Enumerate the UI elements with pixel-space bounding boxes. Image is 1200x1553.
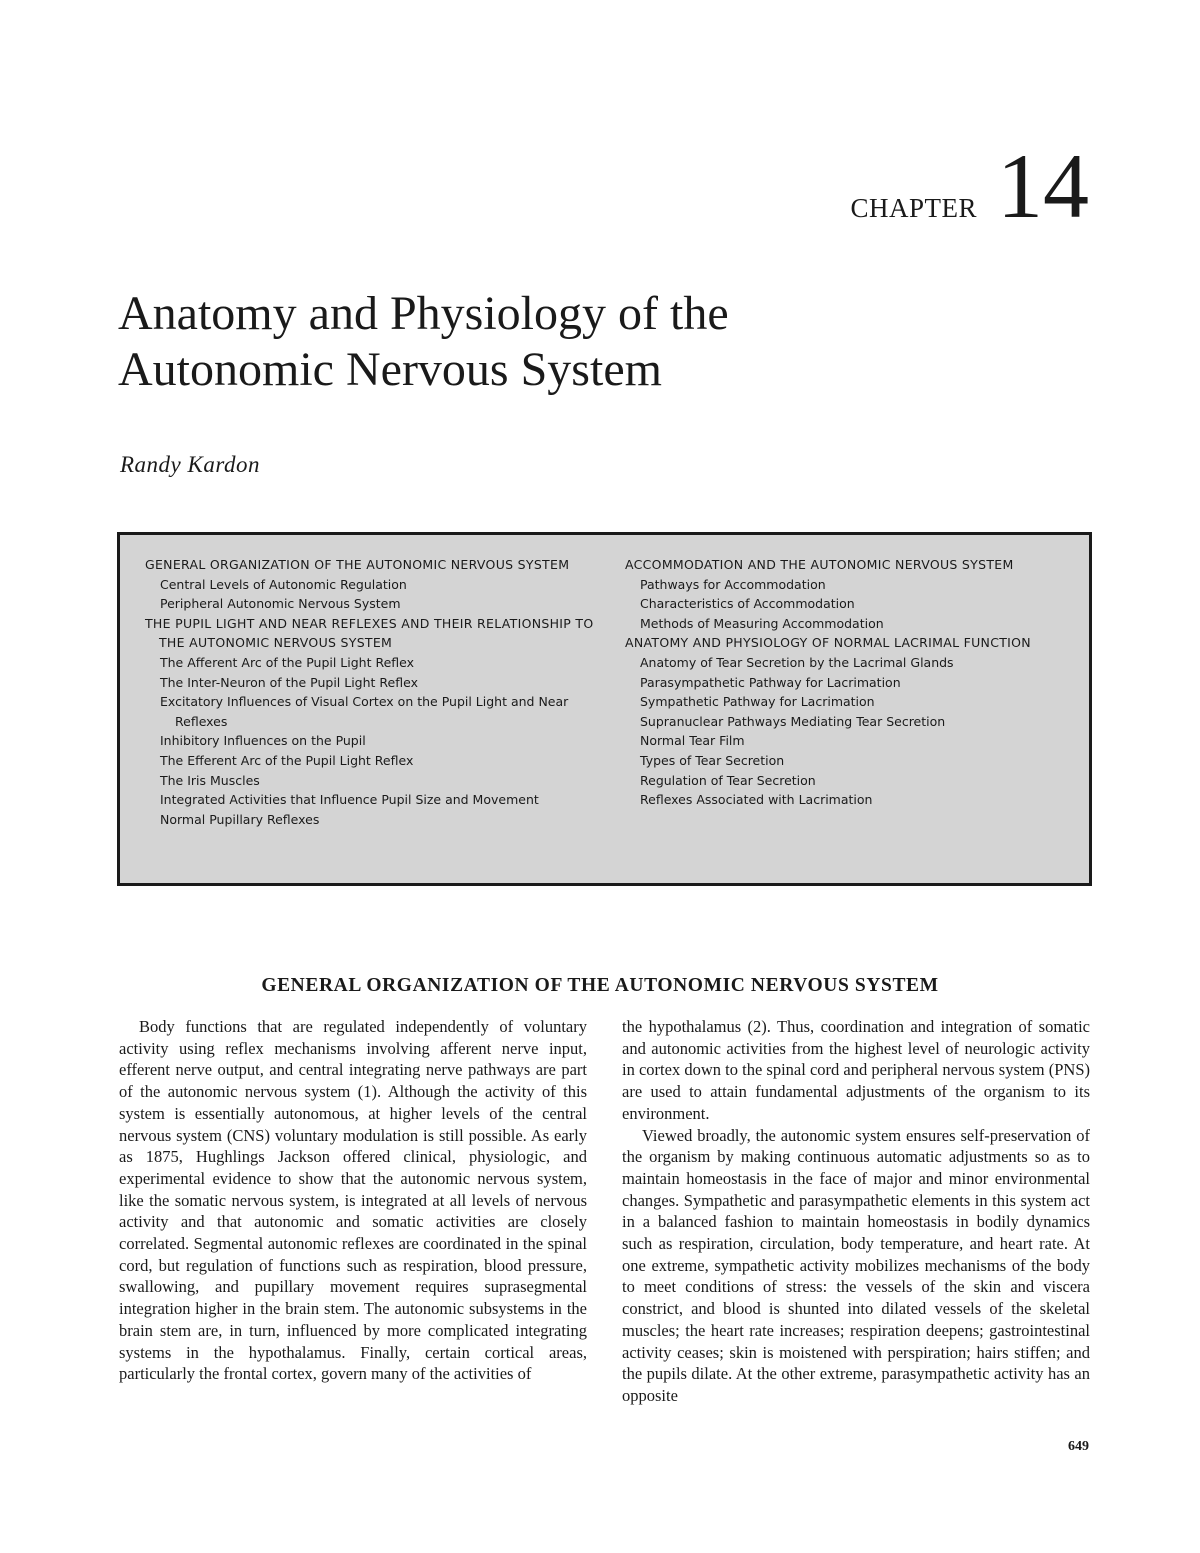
outline-section-heading: THE PUPIL LIGHT AND NEAR REFLEXES AND THEIR RELATIONSHIP TO THE AUTONOMIC NERVOUS SYSTEM xyxy=(145,615,594,651)
chapter-outline-box xyxy=(117,532,1092,886)
outline-subsection-item: Normal Pupillary Reflexes xyxy=(160,811,320,827)
outline-subsection-item: The Efferent Arc of the Pupil Light Reflex xyxy=(160,752,414,768)
outline-subsection-item: Inhibitory Influences on the Pupil xyxy=(160,733,366,749)
page-number: 649 xyxy=(1068,1439,1089,1454)
outline-subsection-item: Peripheral Autonomic Nervous System xyxy=(160,596,401,612)
chapter-heading xyxy=(850,135,1089,237)
outline-subsection-item: Characteristics of Accommodation xyxy=(640,596,855,612)
outline-subsection-item: Parasympathetic Pathway for Lacrimation xyxy=(640,674,901,690)
outline-subsection-item: Types of Tear Secretion xyxy=(640,752,785,768)
outline-subsection-item: Excitatory Influences of Visual Cortex on the Pupil Light and Near Reflexes xyxy=(160,694,569,729)
outline-subsection-item: The Inter-Neuron of the Pupil Light Reflex xyxy=(160,674,418,690)
chapter-title-line-1: Anatomy and Physiology of the xyxy=(118,287,729,340)
body-paragraph: the hypothalamus (2). Thus, coordination and integration of somatic and autonomic activities from the highest level of neurologic activity in cortex down to the spinal cord and peripheral nervous system (PNS) are used to attain fundamental adjustments of the organism to its environment. xyxy=(622,1017,1090,1123)
outline-subsection-item: The Afferent Arc of the Pupil Light Reflex xyxy=(160,654,415,670)
outline-subsection-item: Sympathetic Pathway for Lacrimation xyxy=(640,694,875,710)
outline-section-heading: ANATOMY AND PHYSIOLOGY OF NORMAL LACRIMAL FUNCTION xyxy=(625,635,1031,651)
chapter-label: CHAPTER xyxy=(850,193,977,223)
chapter-number: 14 xyxy=(997,135,1089,237)
outline-subsection-item: The Iris Muscles xyxy=(160,772,260,788)
chapter-title-line-2: Autonomic Nervous System xyxy=(118,343,662,396)
outline-subsection-item: Pathways for Accommodation xyxy=(640,576,826,592)
outline-section-heading: GENERAL ORGANIZATION OF THE AUTONOMIC NERVOUS SYSTEM xyxy=(145,557,570,572)
outline-column-left xyxy=(145,555,595,829)
body-paragraph: Body functions that are regulated independently of voluntary activity using reflex mechanisms involving afferent nerve input, efferent nerve output, and central integrating nerve pathways are part of the autonomic nervous system (1). Although the activity of this system is essentially autonomous, at higher levels of the central nervous system (CNS) voluntary modulation is still possible. As early as 1875, Hughlings Jackson offered clinical, physiologic, and experimental evidence to show that the autonomic nervous system, like the somatic nervous system, is integrated at all levels of nervous activity and that autonomic and somatic activities are closely correlated. Segmental autonomic reflexes are coordinated in the spinal cord, but regulation of functions such as respiration, blood pressure, swallowing, and pupillary movement requires suprasegmental integration higher in the brain stem. The autonomic subsystems in the brain stem are, in turn, influenced by more complicated integrating systems in the hypothalamus. Finally, certain cortical areas, particularly the frontal cortex, govern many of the activities of xyxy=(119,1017,587,1384)
author-name: Randy Kardon xyxy=(120,452,260,477)
outline-subsection-item: Integrated Activities that Influence Pupil Size and Movement xyxy=(160,792,539,808)
outline-subsection-item: Regulation of Tear Secretion xyxy=(640,772,816,788)
section-heading: GENERAL ORGANIZATION OF THE AUTONOMIC NERVOUS SYSTEM xyxy=(261,975,939,996)
outline-subsection-item: Anatomy of Tear Secretion by the Lacrimal Glands xyxy=(640,654,954,670)
outline-subsection-item: Normal Tear Film xyxy=(640,733,745,749)
chapter-title xyxy=(118,286,1018,398)
outline-subsection-item: Supranuclear Pathways Mediating Tear Secretion xyxy=(640,713,946,729)
body-column-right xyxy=(622,1016,1090,1407)
outline-subsection-item: Central Levels of Autonomic Regulation xyxy=(160,576,407,592)
body-paragraph: Viewed broadly, the autonomic system ensures self-preservation of the organism by making continuous automatic adjustments so as to maintain homeostasis in the face of major and minor environmental changes. Sympathetic and parasympathetic elements in this system act in a balanced fashion to maintain homeostasis in bodily dynamics such as respiration, circulation, body temperature, and heart rate. At one extreme, sympathetic activity mobilizes mechanisms of the body to meet conditions of stress: the vessels of the skin and viscera constrict, and blood is shunted into dilated vessels of the skeletal muscles; the heart rate increases; respiration deepens; gastrointestinal activity ceases; skin is moistened with perspiration; hairs stiffen; and the pupils dilate. At the other extreme, parasympathetic activity has an opposite xyxy=(622,1125,1090,1405)
body-column-left xyxy=(119,1016,587,1385)
outline-subsection-item: Methods of Measuring Accommodation xyxy=(640,615,884,631)
outline-section-heading: ACCOMMODATION AND THE AUTONOMIC NERVOUS SYSTEM xyxy=(625,557,1014,572)
outline-column-right xyxy=(625,555,1065,810)
outline-subsection-item: Reflexes Associated with Lacrimation xyxy=(640,792,873,808)
